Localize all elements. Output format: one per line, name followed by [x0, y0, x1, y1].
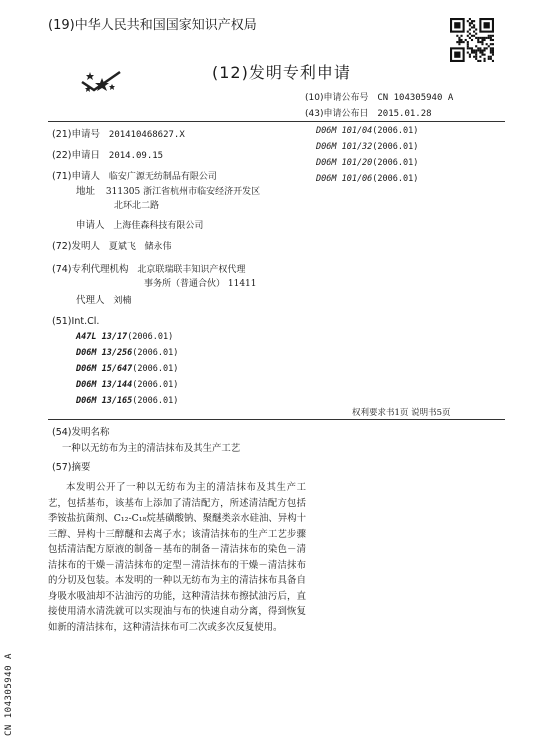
ipc-entry: A47L 13/17(2006.01) [76, 332, 174, 342]
authority-name: 中华人民共和国国家知识产权局 [74, 18, 257, 33]
applicant-2: 申请人 上海佳森科技有限公司 [76, 220, 204, 231]
pub-no-value: CN 104305940 A [377, 93, 454, 103]
ipc-right-entry: D06M 101/32(2006.01) [316, 142, 419, 152]
ipc-right-entry: D06M 101/04(2006.01) [316, 126, 419, 136]
qr-code [450, 18, 494, 62]
abstract-heading: (57)摘要 [52, 462, 91, 473]
pub-date-label: 申请公布日 [323, 109, 369, 119]
application-number: (21)申请号 201410468627.X [52, 129, 185, 140]
pub-no-code: (10) [305, 93, 324, 103]
ipc-entry: D06M 13/144(2006.01) [76, 380, 179, 390]
application-date: (22)申请日 2014.09.15 [52, 150, 164, 161]
applicant: (71)申请人 临安广源无纺制品有限公司 [52, 171, 217, 182]
pub-date-code: (43) [305, 109, 324, 119]
address-line-2: 北环北二路 [114, 201, 160, 211]
inventors: (72)发明人 夏斌飞 储永伟 [52, 241, 172, 252]
invention-title: 一种以无纺布为主的清洁抹布及其生产工艺 [62, 443, 241, 454]
ipc-entry: D06M 15/647(2006.01) [76, 364, 179, 374]
header-divider [48, 121, 505, 122]
ipc-entry: D06M 13/165(2006.01) [76, 396, 179, 406]
abstract-text: 本发明公开了一种以无纺布为主的清洁抹布及其生产工艺，包括基布，该基布上添加了清洁配方，所述清洁配方包括季铵盐抗菌剂、C₁₂-C₁₈烷基磺酸钠、聚醚类亲水硅油、异构十三醇、异构十三醇醚和去离子水；该清洁抹布的生产工艺步骤包括清洁配方原液的制备－基布的制备－清洁抹布的染色－清洁抹布的干燥－清洁抹布的定型－清洁抹布的干燥－清洁抹布的分切及包装。本发明的一种以无纺布为主的清洁抹布具备自身吸水吸油却不沾油污的功能，这种清洁抹布擦拭油污后，直接使用清水清洗就可以实现油与布的快速自动分离，得到恢复如新的清洁抹布，这种清洁抹布可二次或多次反复使用。 [48, 482, 306, 633]
address: 地址 311305 浙江省杭州市临安经济开发区 [76, 186, 261, 197]
authority-code: (19) [48, 18, 75, 33]
agent: 代理人 刘楠 [76, 295, 132, 306]
ipc-entry: D06M 13/256(2006.01) [76, 348, 179, 358]
ipc-right-entry: D06M 101/06(2006.01) [316, 174, 419, 184]
biblio-divider [48, 419, 505, 420]
pub-date-value: 2015.01.28 [377, 109, 432, 119]
invention-title-heading: (54)发明名称 [52, 427, 110, 438]
page-count-info: 权利要求书1页 说明书5页 [352, 408, 451, 418]
issuing-authority [48, 14, 257, 33]
publication-number-row [305, 90, 453, 103]
ipc-heading: (51)Int.Cl. [52, 316, 100, 327]
patent-agency: (74)专利代理机构 北京联瑞联丰知识产权代理 [52, 264, 246, 275]
doc-type-code: (12) [212, 63, 249, 82]
doc-type-name: 发明专利申请 [248, 63, 351, 82]
document-type [212, 60, 351, 83]
cnipa-logo [80, 66, 126, 96]
ipc-right-entry: D06M 101/20(2006.01) [316, 158, 419, 168]
patent-agency-line-2: 事务所（普通合伙） 11411 [144, 279, 257, 289]
pub-no-label: 申请公布号 [323, 93, 369, 103]
publication-date-row [305, 106, 432, 119]
side-publication-number: CN 104305940 A [4, 653, 14, 736]
